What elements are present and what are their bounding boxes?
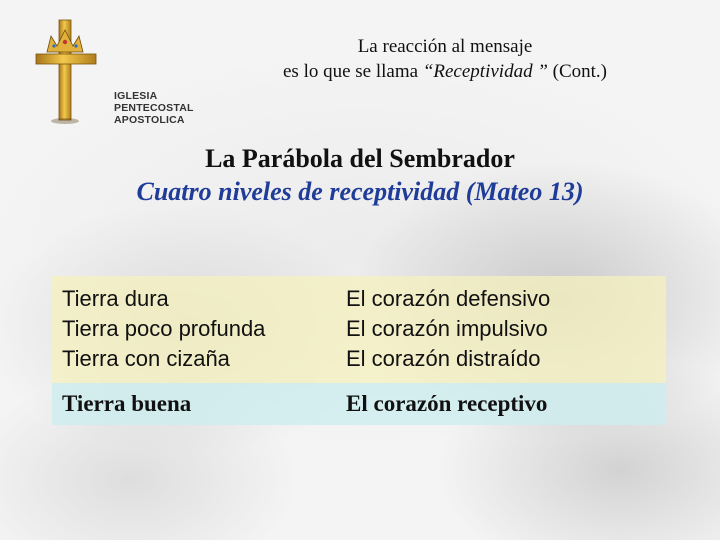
soil-column [52, 391, 338, 417]
logo-text [114, 90, 194, 126]
receptivity-table [52, 276, 666, 425]
slide-subtitle: Cuatro niveles de receptividad (Mateo 13) [136, 177, 584, 206]
heart-cell: El corazón impulsivo [346, 316, 548, 341]
soil-cell: Tierra con cizaña [62, 346, 230, 371]
title-block [0, 143, 720, 209]
slide-header [230, 34, 660, 84]
soil-column [52, 284, 338, 383]
header-line-1: La reacción al mensaje [357, 36, 533, 57]
logo-line: PENTECOSTAL [114, 102, 194, 114]
table-band-top [52, 276, 666, 383]
heart-column [338, 391, 666, 417]
heart-column [338, 284, 666, 383]
header-emphasis: “Receptividad ” [422, 61, 548, 82]
logo-line: IGLESIA [114, 90, 158, 102]
soil-cell: Tierra poco profunda [62, 316, 266, 341]
slide-title: La Parábola del Sembrador [205, 144, 515, 173]
soil-cell: Tierra dura [62, 286, 169, 311]
logo-line: APOSTOLICA [114, 114, 185, 126]
header-line-2 [230, 59, 660, 84]
table-band-highlight [52, 383, 666, 425]
heart-cell: El corazón distraído [346, 346, 541, 371]
heart-cell: El corazón defensivo [346, 286, 551, 311]
highlight-heart-cell: El corazón receptivo [346, 391, 548, 416]
header-line-2-prefix: es lo que se llama [283, 61, 423, 82]
church-logo [32, 18, 194, 128]
header-line-2-suffix: (Cont.) [547, 61, 607, 82]
highlight-soil-cell: Tierra buena [62, 391, 192, 416]
